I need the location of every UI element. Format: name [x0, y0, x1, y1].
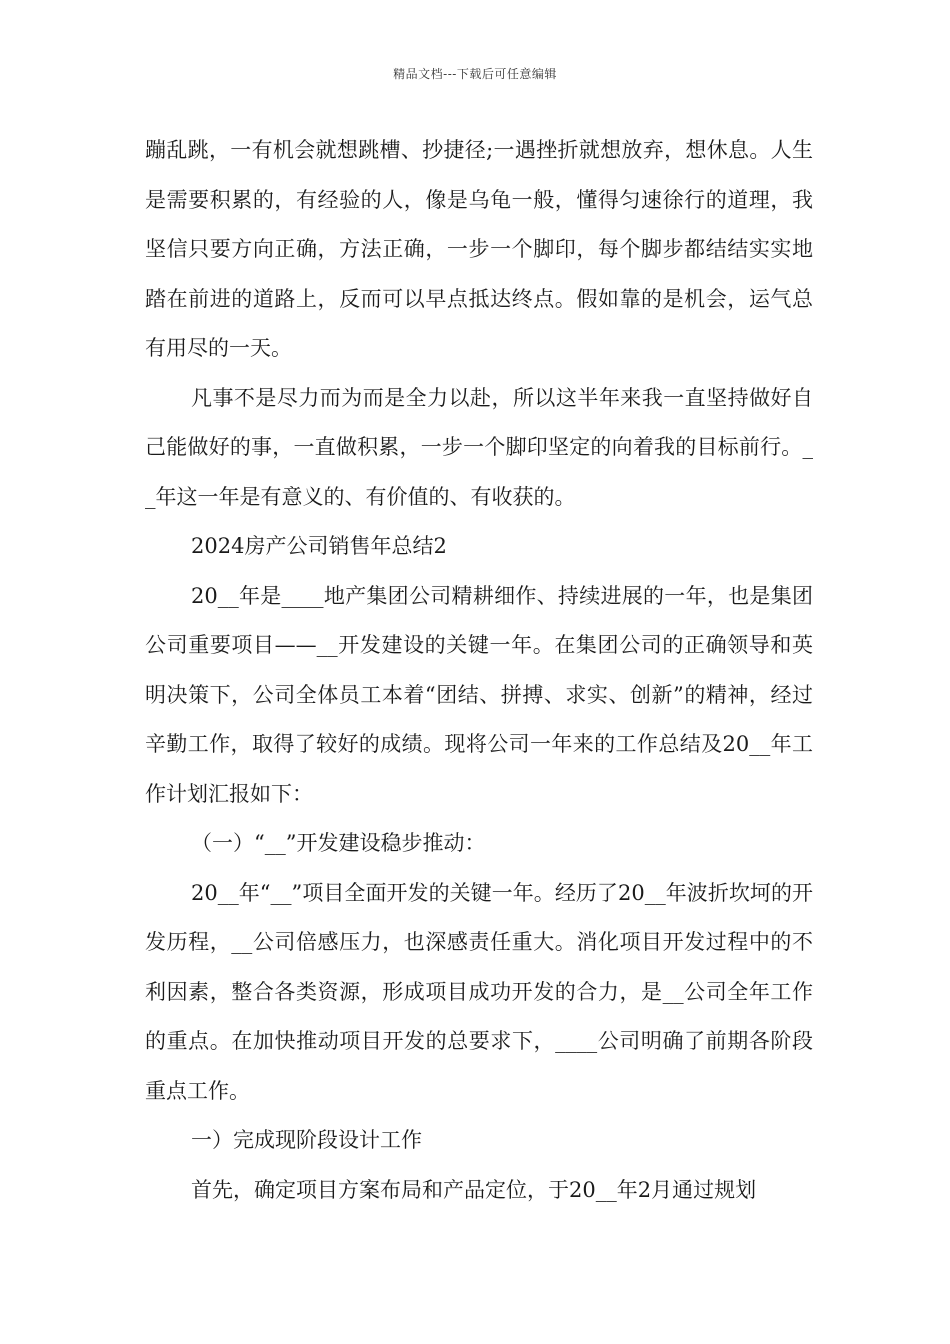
paragraph-3: 20__年是____地产集团公司精耕细作、持续进展的一年，也是集团公司重要项目——__开发建设的关键一年。在集团公司的正确领导和英明决策下，公司全体员工本着“团结、拼搏、求实、创新”的精神，经过辛勤工作，取得了较好的成绩。现将公司一年来的工作总结及20__年工作计划汇报如下： — [145, 583, 813, 806]
subsection-heading-2: 一）完成现阶段设计工作 — [191, 1128, 422, 1152]
page-header: 精品文档---下载后可任意编辑 — [393, 67, 557, 81]
paragraph-5: 首先，确定项目方案布局和产品定位，于20__年2月通过规划 — [191, 1177, 757, 1202]
paragraph-1: 蹦乱跳，一有机会就想跳槽、抄捷径;一遇挫折就想放弃，想休息。人生是需要积累的，有经验的人，像是乌龟一般，懂得匀速徐行的道理，我坚信只要方向正确，方法正确，一步一个脚印，每个脚步都结结实实地踏在前进的道路上，反而可以早点抵达终点。假如靠的是机会，运气总有用尽的一天。 — [145, 138, 813, 360]
paragraph-4: 20__年“__”项目全面开发的关键一年。经历了20__年波折坎坷的开发历程，__公司倍感压力，也深感责任重大。消化项目开发过程中的不利因素，整合各类资源，形成项目成功开发的合力，是__公司全年工作的重点。在加快推动项目开发的总要求下，____公司明确了前期各阶段重点工作。 — [145, 880, 813, 1103]
paragraph-2: 凡事不是尽力而为而是全力以赴，所以这半年来我一直坚持做好自己能做好的事，一直做积累，一步一个脚印坚定的向着我的目标前行。__年这一年是有意义的、有价值的、有收获的。 — [145, 385, 813, 509]
document-body — [145, 126, 813, 1215]
subsection-heading-1: （一）“__”开发建设稳步推动： — [191, 831, 486, 855]
section-title: 2024房产公司销售年总结2 — [191, 534, 447, 558]
